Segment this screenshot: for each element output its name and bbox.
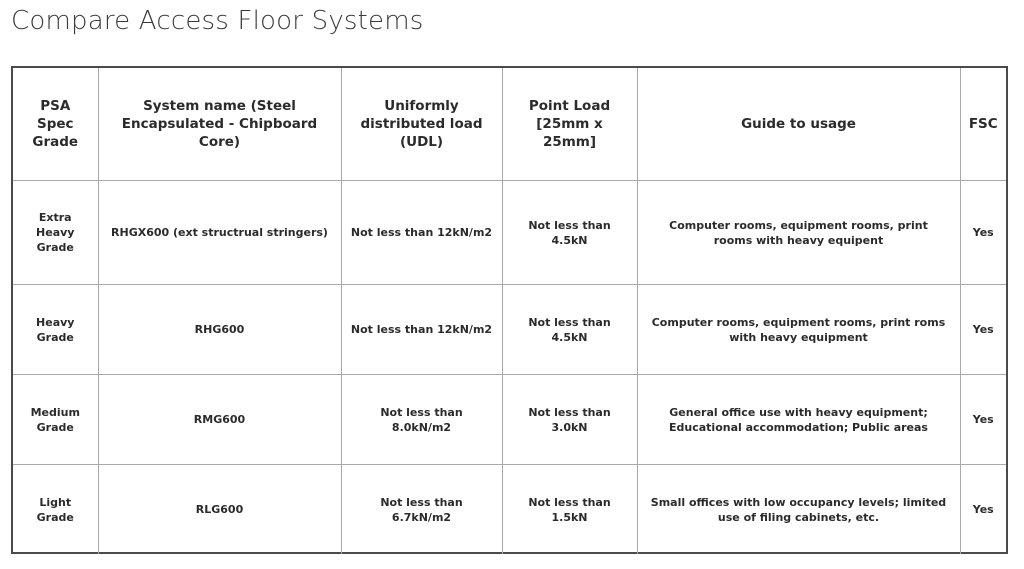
- cell-point-load: Not less than 4.5kN: [502, 181, 637, 285]
- cell-usage: Computer rooms, equipment rooms, print roms with heavy equipment: [637, 285, 960, 375]
- cell-grade: Medium Grade: [13, 375, 98, 465]
- header-psa-spec-grade: PSA Spec Grade: [13, 68, 98, 181]
- cell-system: RHG600: [98, 285, 341, 375]
- cell-point-load: Not less than 3.0kN: [502, 375, 637, 465]
- cell-grade: Light Grade: [13, 465, 98, 555]
- cell-usage: General office use with heavy equipment; Educational accommodation; Public areas: [637, 375, 960, 465]
- cell-grade: Extra Heavy Grade: [13, 181, 98, 285]
- comparison-table: [13, 68, 1006, 554]
- cell-system: RHGX600 (ext structrual stringers): [98, 181, 341, 285]
- cell-point-load: Not less than 4.5kN: [502, 285, 637, 375]
- header-point-load: Point Load [25mm x 25mm]: [502, 68, 637, 181]
- table-row: [13, 285, 1006, 375]
- table-header-row: [13, 68, 1006, 181]
- cell-point-load: Not less than 1.5kN: [502, 465, 637, 555]
- cell-usage: Computer rooms, equipment rooms, print rooms with heavy equipent: [637, 181, 960, 285]
- comparison-table-container: [11, 66, 1008, 554]
- cell-udl: Not less than 12kN/m2: [341, 285, 502, 375]
- cell-udl: Not less than 6.7kN/m2: [341, 465, 502, 555]
- table-row: [13, 181, 1006, 285]
- cell-udl: Not less than 8.0kN/m2: [341, 375, 502, 465]
- header-udl: Uniformly distributed load (UDL): [341, 68, 502, 181]
- table-row: [13, 465, 1006, 555]
- cell-system: RLG600: [98, 465, 341, 555]
- page-title: Compare Access Floor Systems: [11, 6, 424, 36]
- cell-usage: Small offices with low occupancy levels; limited use of filing cabinets, etc.: [637, 465, 960, 555]
- header-fsc: FSC: [960, 68, 1006, 181]
- header-system-name: System name (Steel Encapsulated - Chipboard Core): [98, 68, 341, 181]
- table-row: [13, 375, 1006, 465]
- cell-fsc: Yes: [960, 285, 1006, 375]
- cell-grade: Heavy Grade: [13, 285, 98, 375]
- cell-udl: Not less than 12kN/m2: [341, 181, 502, 285]
- cell-fsc: Yes: [960, 181, 1006, 285]
- cell-fsc: Yes: [960, 465, 1006, 555]
- cell-system: RMG600: [98, 375, 341, 465]
- header-guide-to-usage: Guide to usage: [637, 68, 960, 181]
- cell-fsc: Yes: [960, 375, 1006, 465]
